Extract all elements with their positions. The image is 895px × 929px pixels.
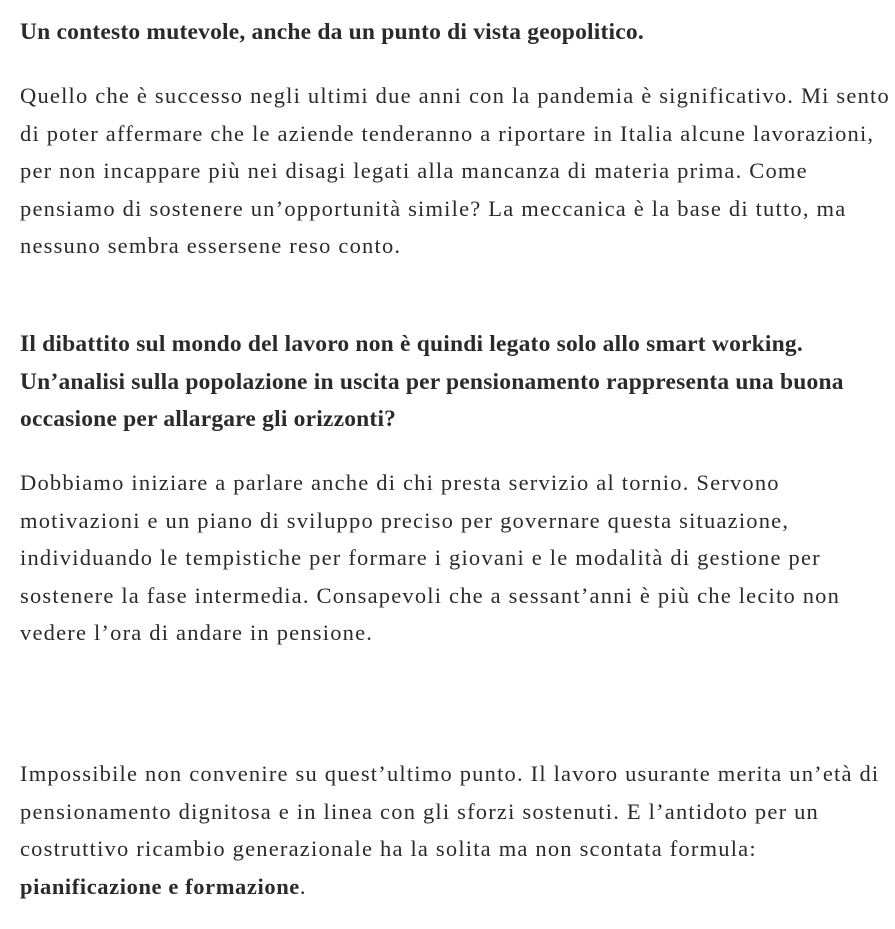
paragraph-lathe-workers: Dobbiamo iniziare a parlare anche di chi presta servizio al tornio. Servono motivazioni e un piano di sviluppo preciso per governare questa situazione, individuando le tempistiche per formare i giovani e le modalità di gestione per sostenere la fase intermedia. Consapevoli che a sessant’anni è più che lecito non vedere l’ora di andare in pensione. <box>20 470 841 646</box>
paragraph-pandemic: Quello che è successo negli ultimi due anni con la pandemia è significativo. Mi sento di poter affermare che le aziende tenderanno a riportare in Italia alcune lavorazioni, per non incappare più nei disagi legati alla mancanza di materia prima. Come pensiamo di sostenere un’opportunità simile? La meccanica è la base di tutto, ma nessuno sembra essersene reso conto. <box>20 83 890 259</box>
section-heading-debate: Il dibattito sul mondo del lavoro non è quindi legato solo allo smart working. Un’analisi sulla popolazione in uscita per pensionamento rappresenta una buona occasione per allargare gli orizzonti? <box>20 331 844 432</box>
section-heading-context: Un contesto mutevole, anche da un punto di vista geopolitico. <box>20 19 644 45</box>
paragraph-conclusion <box>20 755 890 905</box>
conclusion-period: . <box>299 873 307 899</box>
conclusion-emphasis: pianificazione e formazione <box>20 873 300 899</box>
conclusion-text: Impossibile non convenire su quest’ultimo punto. Il lavoro usurante merita un’età di pensionamento dignitosa e in linea con gli sforzi sostenuti. E l’antidoto per un costruttivo ricambio generazionale ha la solita ma non scontata formula: <box>20 761 880 862</box>
